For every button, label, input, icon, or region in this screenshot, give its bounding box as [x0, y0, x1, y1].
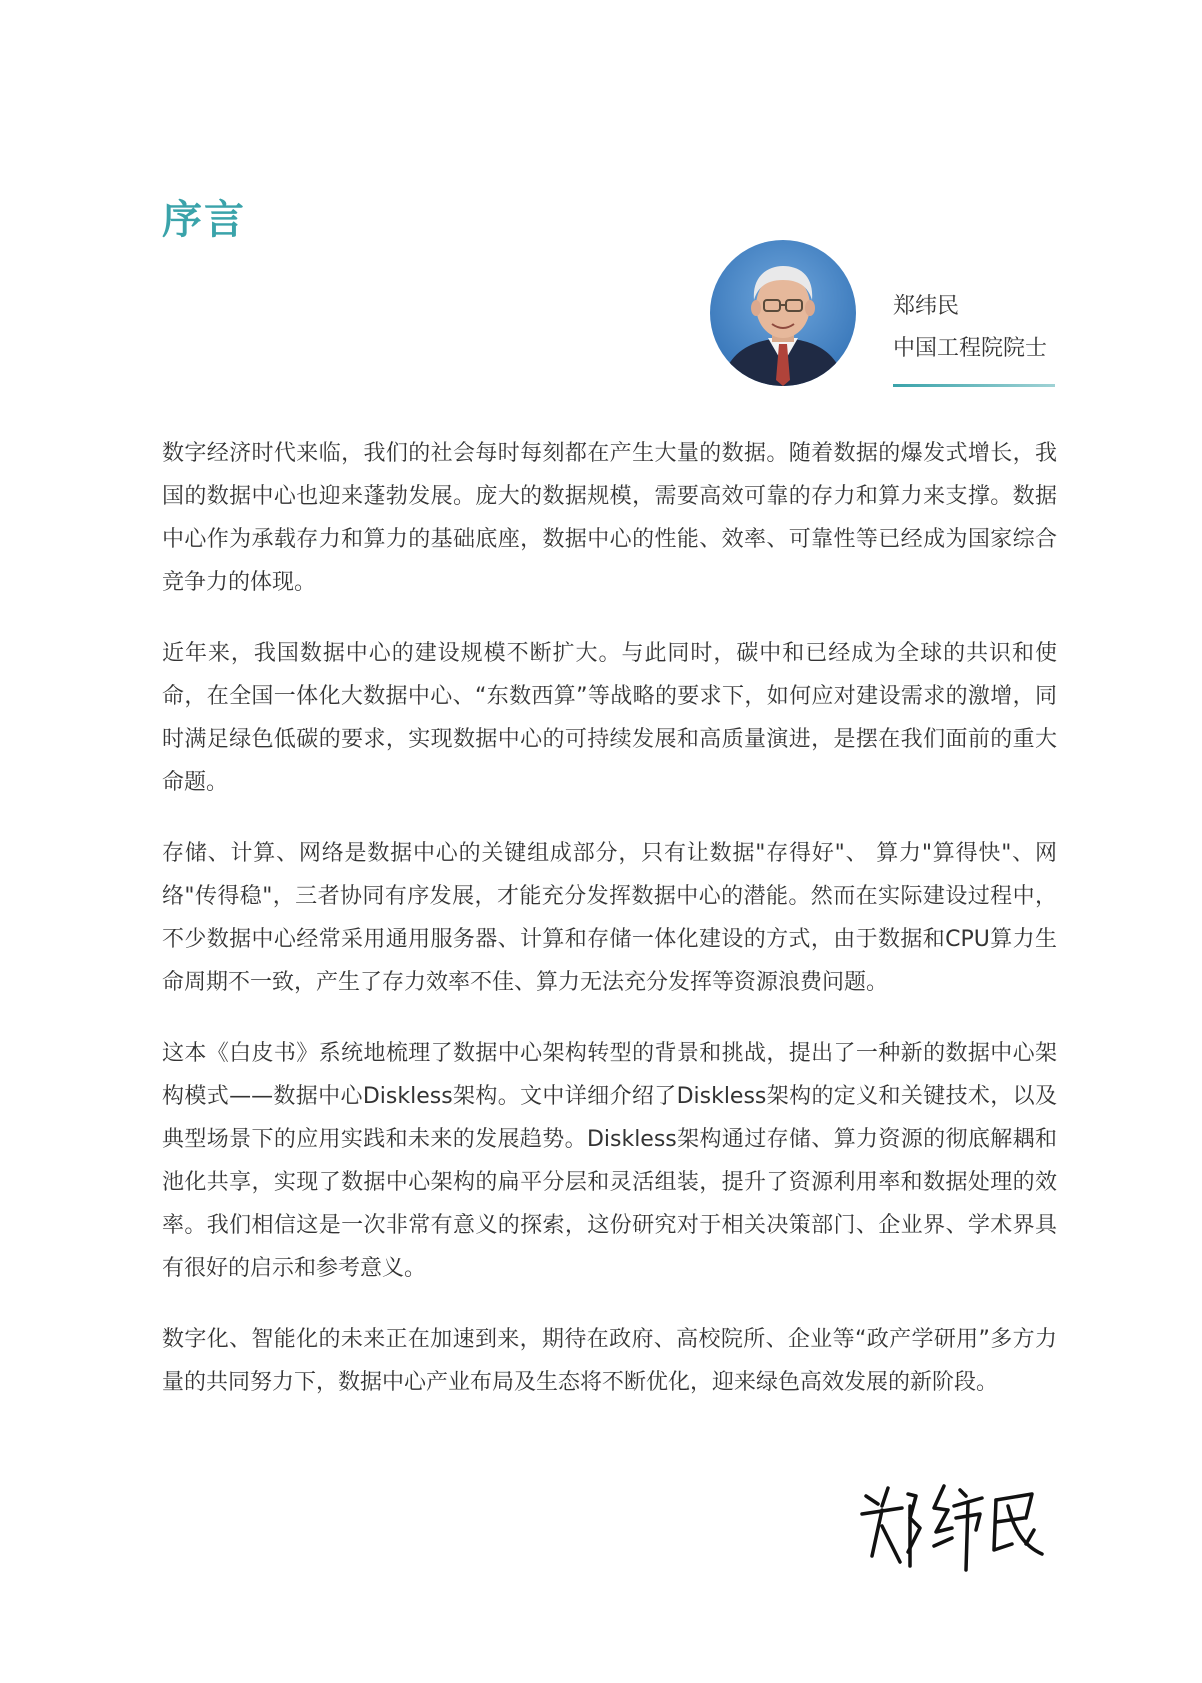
preface-body: [162, 432, 1057, 1432]
author-portrait: [710, 240, 856, 386]
paragraph: 数字化、智能化的未来正在加速到来，期待在政府、高校院所、企业等“政产学研用”多方力量的共同努力下，数据中心产业布局及生态将不断优化，迎来绿色高效发展的新阶段。: [162, 1327, 1057, 1395]
author-portrait-image: [710, 240, 856, 386]
page-title: 序言: [162, 197, 246, 243]
author-name: 郑纬民: [893, 294, 960, 319]
paragraph: 这本《白皮书》系统地梳理了数据中心架构转型的背景和挑战，提出了一种新的数据中心架构模式——数据中心Diskless架构。文中详细介绍了Diskless架构的定义和关键技术，以及典型场景下的应用实践和未来的发展趋势。Diskless架构通过存储、算力资源的彻底解耦和池化共享，实现了数据中心架构的扁平分层和灵活组装，提升了资源利用率和数据处理的效率。我们相信这是一次非常有意义的探索，这份研究对于相关决策部门、企业界、学术界具有很好的启示和参考意义。: [162, 1041, 1057, 1281]
paragraph: 数字经济时代来临，我们的社会每时每刻都在产生大量的数据。随着数据的爆发式增长，我国的数据中心也迎来蓬勃发展。庞大的数据规模，需要高效可靠的存力和算力来支撑。数据中心作为承载存力和算力的基础底座，数据中心的性能、效率、可靠性等已经成为国家综合竞争力的体现。: [162, 441, 1057, 595]
paragraph: 存储、计算、网络是数据中心的关键组成部分，只有让数据"存得好"、 算力"算得快"、网络"传得稳"，三者协同有序发展，才能充分发挥数据中心的潜能。然而在实际建设过程中，不少数据中心经常采用通用服务器、计算和存储一体化建设的方式，由于数据和CPU算力生命周期不一致，产生了存力效率不佳、算力无法充分发挥等资源浪费问题。: [162, 841, 1057, 995]
signature-icon: [856, 1466, 1046, 1576]
author-divider: [893, 384, 1055, 387]
paragraph: 近年来，我国数据中心的建设规模不断扩大。与此同时，碳中和已经成为全球的共识和使命，在全国一体化大数据中心、“东数西算”等战略的要求下，如何应对建设需求的激增，同时满足绿色低碳的要求，实现数据中心的可持续发展和高质量演进，是摆在我们面前的重大命题。: [162, 641, 1057, 795]
author-title: 中国工程院院士: [893, 336, 1048, 361]
handwritten-signature: [856, 1466, 1046, 1576]
